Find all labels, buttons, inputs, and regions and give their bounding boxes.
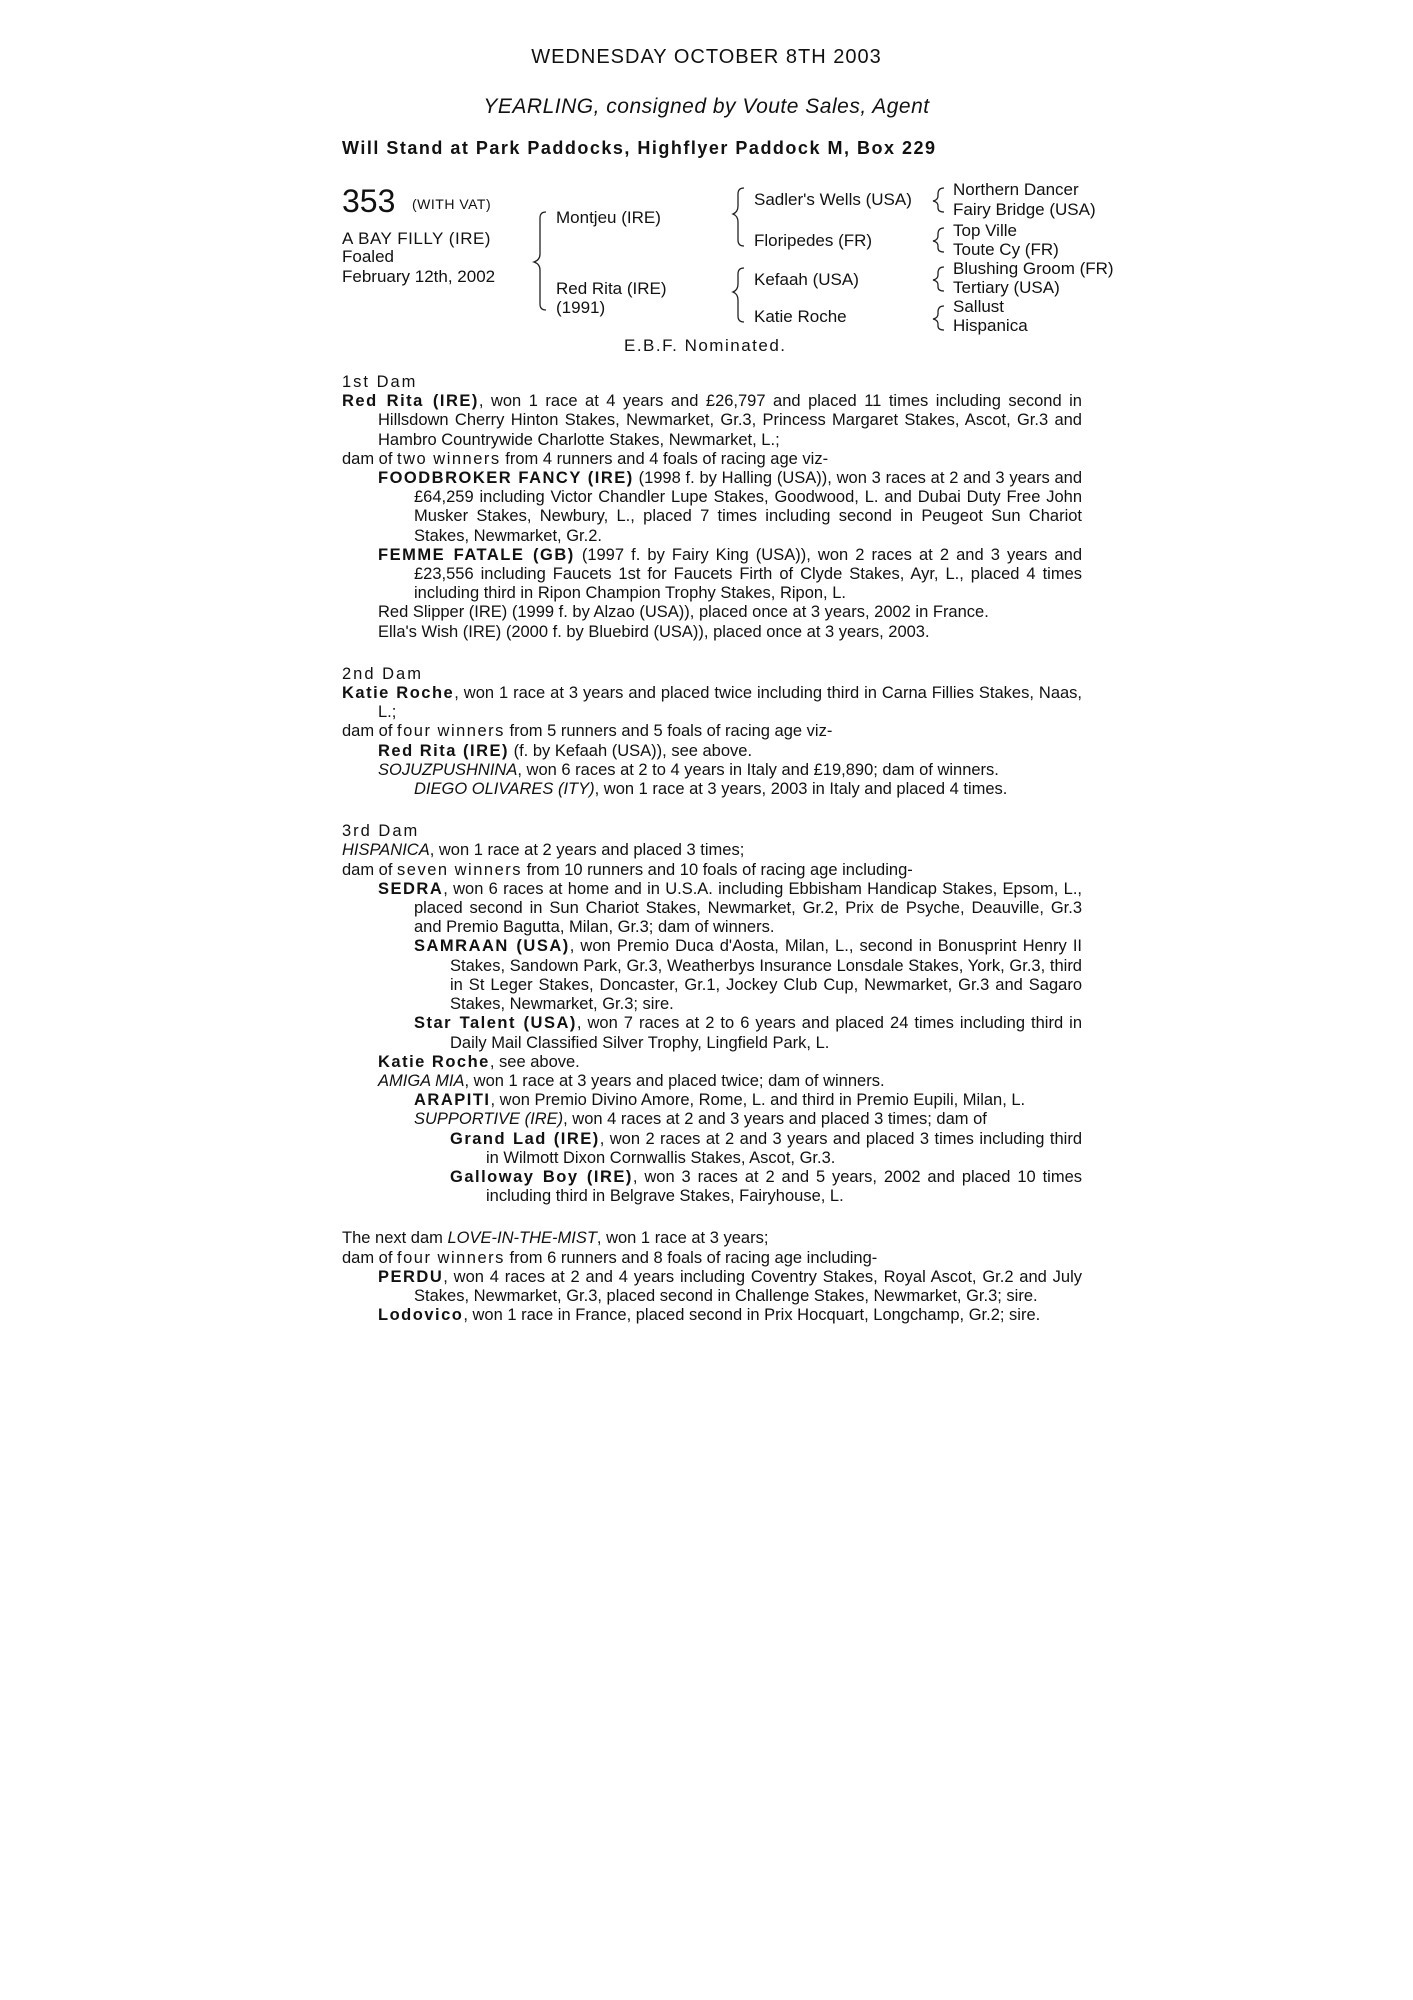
gen3-dd-dam: Hispanica <box>953 316 1028 335</box>
offspring-name: Katie Roche <box>378 1052 490 1071</box>
second-dam-produce <box>342 722 1082 741</box>
first-dam-produce <box>342 450 1082 469</box>
sire-sire-name: Sadler's Wells (USA) <box>754 190 912 209</box>
gen3-ss-dam: Fairy Bridge (USA) <box>953 200 1096 219</box>
offspring-entry <box>342 880 1082 938</box>
offspring-name: DIEGO OLIVARES (ITY) <box>414 780 595 799</box>
offspring-text: , see above. <box>489 1052 580 1071</box>
third-dam-record <box>342 841 1082 860</box>
offspring-name: Red Rita (IRE) <box>378 741 510 760</box>
offspring-text: , won 6 races at home and in U.S.A. including Ebbisham Handicap Stakes, Epsom, L., placed second in Sun Chariot Stakes, Newmarket, Gr.2, Prix de Psyche, Deauville, Gr.3 and Premio Bagutta, Milan, Gr.3; dam of winners. <box>414 879 1082 937</box>
offspring-entry <box>342 937 1082 1014</box>
offspring-entry <box>342 1014 1082 1052</box>
offspring-entry <box>342 1091 1082 1110</box>
offspring-name: FEMME FATALE (GB) <box>378 545 575 564</box>
vat-note: (WITH VAT) <box>412 196 492 212</box>
sire-name: Montjeu (IRE) <box>556 208 661 227</box>
foaled-label: Foaled <box>342 247 394 266</box>
offspring-text: (1997 f. by Fairy King (USA)), won 2 races at 2 and 3 years and £23,556 including Faucets 1st for Faucets Firth of Clyde Stakes, Ayr, L., placed 4 times including third in Ripon Champion Trophy Stakes, Ripon, L. <box>414 545 1082 603</box>
offspring-name: ARAPITI <box>414 1091 491 1110</box>
produce-winners: four winners <box>397 1248 505 1267</box>
next-dam-name: LOVE-IN-THE-MIST <box>447 1229 597 1248</box>
offspring-text: Red Slipper (IRE) (1999 f. by Alzao (USA)), placed once at 3 years, 2002 in France. <box>378 603 989 622</box>
offspring-name: SEDRA <box>378 879 444 898</box>
pedigree-braces <box>0 0 1413 340</box>
offspring-entry <box>342 603 1082 622</box>
first-dam-title: 1st Dam <box>342 373 418 391</box>
second-dam-name: Katie Roche <box>342 684 455 703</box>
produce-suffix: from 5 runners and 5 foals of racing age viz- <box>504 722 833 741</box>
brace-gen1 <box>534 212 546 310</box>
offspring-entry <box>342 1072 1082 1091</box>
third-dam-title: 3rd Dam <box>342 822 420 841</box>
ebf-nominated: E.B.F. Nominated. <box>624 336 787 355</box>
produce-prefix: dam of <box>342 449 398 468</box>
brace-sire <box>733 188 744 246</box>
offspring-text: (1998 f. by Halling (USA)), won 3 races at 2 and 3 years and £64,259 including Victor Chandler Lupe Stakes, Goodwood, L. and Dubai Duty Free John Musker Stakes, Newbury, L., placed 7 times including second in Peugeot Sun Chariot Stakes, Newmarket, Gr.2. <box>414 469 1082 545</box>
produce-suffix: from 6 runners and 8 foals of racing age including- <box>504 1248 878 1267</box>
offspring-entry <box>342 546 1082 604</box>
produce-prefix: dam of <box>342 860 398 879</box>
gen3-sd-sire: Top Ville <box>953 221 1017 240</box>
next-dam-text: , won 1 race at 3 years; <box>596 1229 769 1248</box>
offspring-text: , won 1 race at 3 years, 2003 in Italy and placed 4 times. <box>594 780 1008 799</box>
offspring-text: (f. by Kefaah (USA)), see above. <box>509 741 753 760</box>
second-dam-title: 2nd Dam <box>342 664 423 683</box>
produce-winners: seven winners <box>397 860 523 879</box>
gen3-ds-dam: Tertiary (USA) <box>953 278 1060 297</box>
brace-ss <box>933 188 944 212</box>
next-dam-record <box>342 1229 1082 1248</box>
second-dam-text: , won 1 race at 3 years and placed twice including third in Carna Fillies Stakes, Naas, L.; <box>378 684 1083 722</box>
produce-winners: four winners <box>397 722 505 741</box>
sire-dam-name: Floripedes (FR) <box>754 231 873 250</box>
dam-year: (1991) <box>556 298 606 317</box>
offspring-text: , won Premio Divino Amore, Rome, L. and third in Premio Eupili, Milan, L. <box>490 1091 1026 1110</box>
offspring-text: , won 1 race in France, placed second in Prix Hocquart, Longchamp, Gr.2; sire. <box>463 1306 1041 1325</box>
offspring-entry <box>342 469 1082 546</box>
produce-prefix: dam of <box>342 1248 398 1267</box>
offspring-entry <box>342 761 1082 780</box>
produce-suffix: from 4 runners and 4 foals of racing age viz- <box>500 449 829 468</box>
offspring-name: SUPPORTIVE (IRE) <box>414 1110 564 1129</box>
offspring-text: , won 3 races at 2 and 5 years, 2002 and placed 10 times including third in Belgrave Stakes, Fairyhouse, L. <box>486 1167 1082 1206</box>
produce-prefix: dam of <box>342 722 398 741</box>
dam-dam-name: Katie Roche <box>754 307 847 326</box>
first-dam-text: , won 1 race at 4 years and £26,797 and placed 11 times including second in Hillsdown Cherry Hinton Stakes, Newmarket, Gr.3, Princess Margaret Stakes, Ascot, Gr.3 and Hambro Countrywide Charlotte Stakes, Newmarket, L.; <box>378 392 1082 449</box>
consignment-line: YEARLING, consigned by Voute Sales, Agent <box>483 95 930 118</box>
produce-winners: two winners <box>397 449 501 468</box>
offspring-name: Grand Lad (IRE) <box>450 1129 600 1148</box>
gen3-ds-sire: Blushing Groom (FR) <box>953 259 1114 278</box>
offspring-name: PERDU <box>378 1267 444 1286</box>
offspring-name: Galloway Boy (IRE) <box>450 1167 633 1186</box>
offspring-entry <box>342 1110 1082 1129</box>
gen3-sd-dam: Toute Cy (FR) <box>953 240 1059 259</box>
brace-dam <box>733 268 744 322</box>
next-dam-produce <box>342 1249 1082 1268</box>
offspring-text: , won 4 races at 2 and 4 years including Coventry Stakes, Royal Ascot, Gr.2 and July Stakes, Newmarket, Gr.3, placed second in Challenge Stakes, Newmarket, Gr.3; sire. <box>414 1267 1082 1305</box>
offspring-name: SOJUZPUSHNINA <box>378 760 518 779</box>
brace-dd <box>933 306 944 330</box>
offspring-text: , won 7 races at 2 to 6 years and placed 24 times including third in Daily Mail Classified Silver Trophy, Lingfield Park, L. <box>450 1014 1083 1052</box>
offspring-text: , won 6 races at 2 to 4 years in Italy and £19,890; dam of winners. <box>517 760 999 779</box>
next-dam-prefix: The next dam <box>342 1229 448 1248</box>
first-dam-name: Red Rita (IRE) <box>342 392 479 411</box>
stand-location: Will Stand at Park Paddocks, Highflyer Paddock M, Box 229 <box>342 138 937 158</box>
offspring-name: Lodovico <box>378 1306 464 1325</box>
offspring-entry <box>342 1306 1082 1325</box>
third-dam-produce <box>342 861 1082 880</box>
gen3-ss-sire: Northern Dancer <box>953 180 1079 199</box>
offspring-entry <box>342 623 1082 642</box>
dam-sire-name: Kefaah (USA) <box>754 270 859 289</box>
offspring-entry <box>342 1168 1082 1206</box>
third-dam-name: HISPANICA <box>342 841 430 860</box>
offspring-text: , won 4 races at 2 and 3 years and placed 3 times; dam of <box>563 1110 987 1129</box>
sale-date: WEDNESDAY OCTOBER 8TH 2003 <box>531 46 882 68</box>
brace-ds <box>933 267 944 291</box>
offspring-entry <box>342 742 1082 761</box>
offspring-text: , won Premio Duca d'Aosta, Milan, L., second in Bonusprint Henry II Stakes, Sandown Park, Gr.3, Weatherbys Insurance Lonsdale Stakes, York, Gr.3, third in St Leger Stakes, Doncaster, Gr.1, Jockey Club Cup, Newmarket, Gr.3 and Sagaro Stakes, Newmarket, Gr.3; sire. <box>450 937 1082 1014</box>
horse-description: A BAY FILLY (IRE) <box>342 229 491 248</box>
offspring-name: AMIGA MIA <box>378 1071 465 1090</box>
offspring-name: SAMRAAN (USA) <box>414 937 570 956</box>
offspring-entry <box>342 1053 1082 1072</box>
foaled-date: February 12th, 2002 <box>342 267 496 286</box>
gen3-dd-sire: Sallust <box>953 297 1005 316</box>
lot-number: 353 <box>342 183 396 219</box>
produce-suffix: from 10 runners and 10 foals of racing age including- <box>522 860 913 879</box>
first-dam-record <box>342 392 1082 450</box>
brace-sd <box>933 228 944 252</box>
offspring-entry <box>342 1268 1082 1306</box>
third-dam-text: , won 1 race at 2 years and placed 3 times; <box>429 841 745 860</box>
offspring-name: FOODBROKER FANCY (IRE) <box>378 469 634 488</box>
dam-name: Red Rita (IRE) <box>556 279 667 298</box>
second-dam-record <box>342 684 1082 722</box>
catalogue-body <box>342 373 1082 1325</box>
offspring-text: Ella's Wish (IRE) (2000 f. by Bluebird (USA)), placed once at 3 years, 2003. <box>378 622 930 641</box>
offspring-text: , won 1 race at 3 years and placed twice; dam of winners. <box>464 1071 885 1090</box>
offspring-entry <box>342 780 1082 799</box>
offspring-text: , won 2 races at 2 and 3 years and placed 3 times including third in Wilmott Dixon Cornwallis Stakes, Ascot, Gr.3. <box>486 1129 1082 1167</box>
offspring-entry <box>342 1130 1082 1168</box>
offspring-name: Star Talent (USA) <box>414 1014 577 1033</box>
